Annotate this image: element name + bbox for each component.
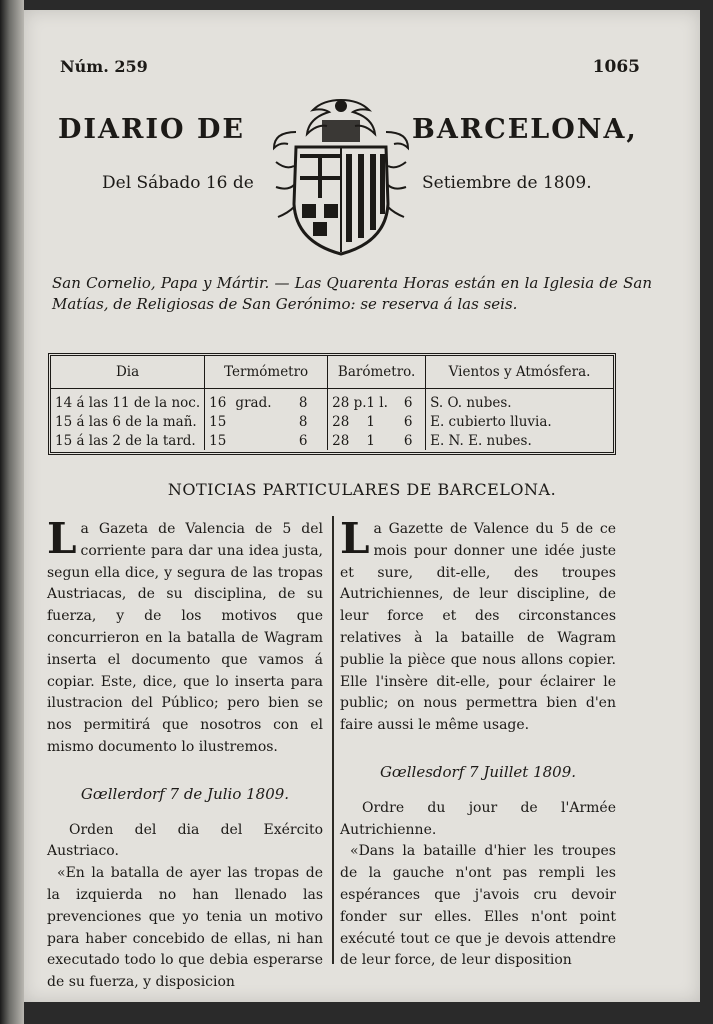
spanish-dateline: Gœllerdorf 7 de Julio 1809. [80, 784, 290, 803]
spanish-order-title: Orden del dia del Exército Austriaco. [47, 821, 323, 860]
weather-row [51, 412, 613, 431]
spanish-intro [47, 514, 323, 759]
french-order-title: Ordre du jour de l'Armée Autrichienne. [340, 799, 616, 838]
weather-thermometer: 16 grad. 8 [205, 389, 328, 413]
date-line-right: Setiembre de 1809. [422, 173, 592, 193]
drop-cap: L [47, 514, 77, 563]
drop-cap: L [340, 514, 370, 563]
weather-header-barometer: Barómetro. [328, 356, 426, 389]
saints-notice: San Cornelio, Papa y Mártir. — Las Quarenta Horas están en la Iglesia de San Matías, de Religiosas de San Gerónimo: se reserva á las seis. [52, 274, 652, 313]
issue-number: Núm. 259 [60, 57, 148, 76]
french-column [340, 514, 616, 972]
french-dateline: Gœllesdorf 7 Juillet 1809. [379, 762, 577, 781]
column-divider [332, 516, 334, 964]
section-title: NOTICIAS PARTICULARES DE BARCELONA. [167, 480, 557, 499]
french-intro [340, 514, 616, 737]
weather-thermometer: 15 6 [205, 431, 328, 450]
spanish-intro-text: a Gazeta de Valencia de 5 del corriente para dar una idea justa, segun ella dice, y segura de las tropas Austriacas, de su disciplina, de su fuerza, y de los motivos que concurrieron en la batalla de Wagram inserta el documento que vamos á copiar. Este, dice, que lo inserta para ilustracion del Público; pero bien se nos permitirá que nosotros con el mismo documento lo ilustremos. [47, 521, 323, 755]
spanish-column [47, 514, 323, 994]
page-number: 1065 [592, 57, 640, 77]
weather-day: 15 á las 6 de la mañ. [51, 412, 205, 431]
weather-barometer: 28 1 6 [328, 431, 426, 450]
french-intro-text: a Gazette de Valence du 5 de ce mois pour donner une idée juste et sure, dit-elle, des troupes Autrichiennes, de leur discipline, de leur force et des circonstances relatives à la bataille de Wagram publie la pièce que nous allons copier. Elle l'insère dit-elle, pour éclairer le public; on nous permettra bien d'en faire aussi le même usage. [340, 521, 616, 734]
weather-barometer: 28 p. 1 l. 6 [328, 389, 426, 413]
weather-row [51, 389, 613, 413]
weather-wind: E. cubierto lluvia. [430, 413, 552, 430]
french-order-text: «Dans la bataille d'hier les troupes de la gauche n'ont pas rempli les espérances que j'avois cru devoir fonder sur elles. Elles n'ont point exécuté tout ce que je devois attendre de leur force, de leur disposition [340, 843, 616, 969]
weather-table [48, 353, 616, 455]
masthead-title-right: BARCELONA, [412, 114, 638, 145]
weather-day: 15 á las 2 de la tard. [51, 431, 205, 450]
masthead-title-left: DIARIO DE [58, 114, 245, 145]
weather-header-day: Dia [51, 356, 205, 389]
spanish-order-text: «En la batalla de ayer las tropas de la izquierda no han llenado las prevenciones que yo tenia un motivo para haber concebido de ellas, ni han executado todo lo que debia esperarse de su fuerza, y disposicion [47, 865, 323, 991]
newspaper-page [24, 10, 700, 1002]
weather-header-thermometer: Termómetro [205, 356, 328, 389]
weather-wind: S. O. nubes. [430, 394, 512, 411]
weather-day: 14 á las 11 de la noc. [51, 389, 205, 413]
weather-wind: E. N. E. nubes. [430, 432, 532, 449]
coat-of-arms-icon [266, 92, 416, 262]
weather-header-wind: Vientos y Atmósfera. [426, 356, 613, 389]
book-spine [0, 0, 24, 1024]
weather-thermometer: 15 8 [205, 412, 328, 431]
date-line-left: Del Sábado 16 de [102, 173, 254, 193]
weather-row [51, 431, 613, 450]
weather-barometer: 28 1 6 [328, 412, 426, 431]
